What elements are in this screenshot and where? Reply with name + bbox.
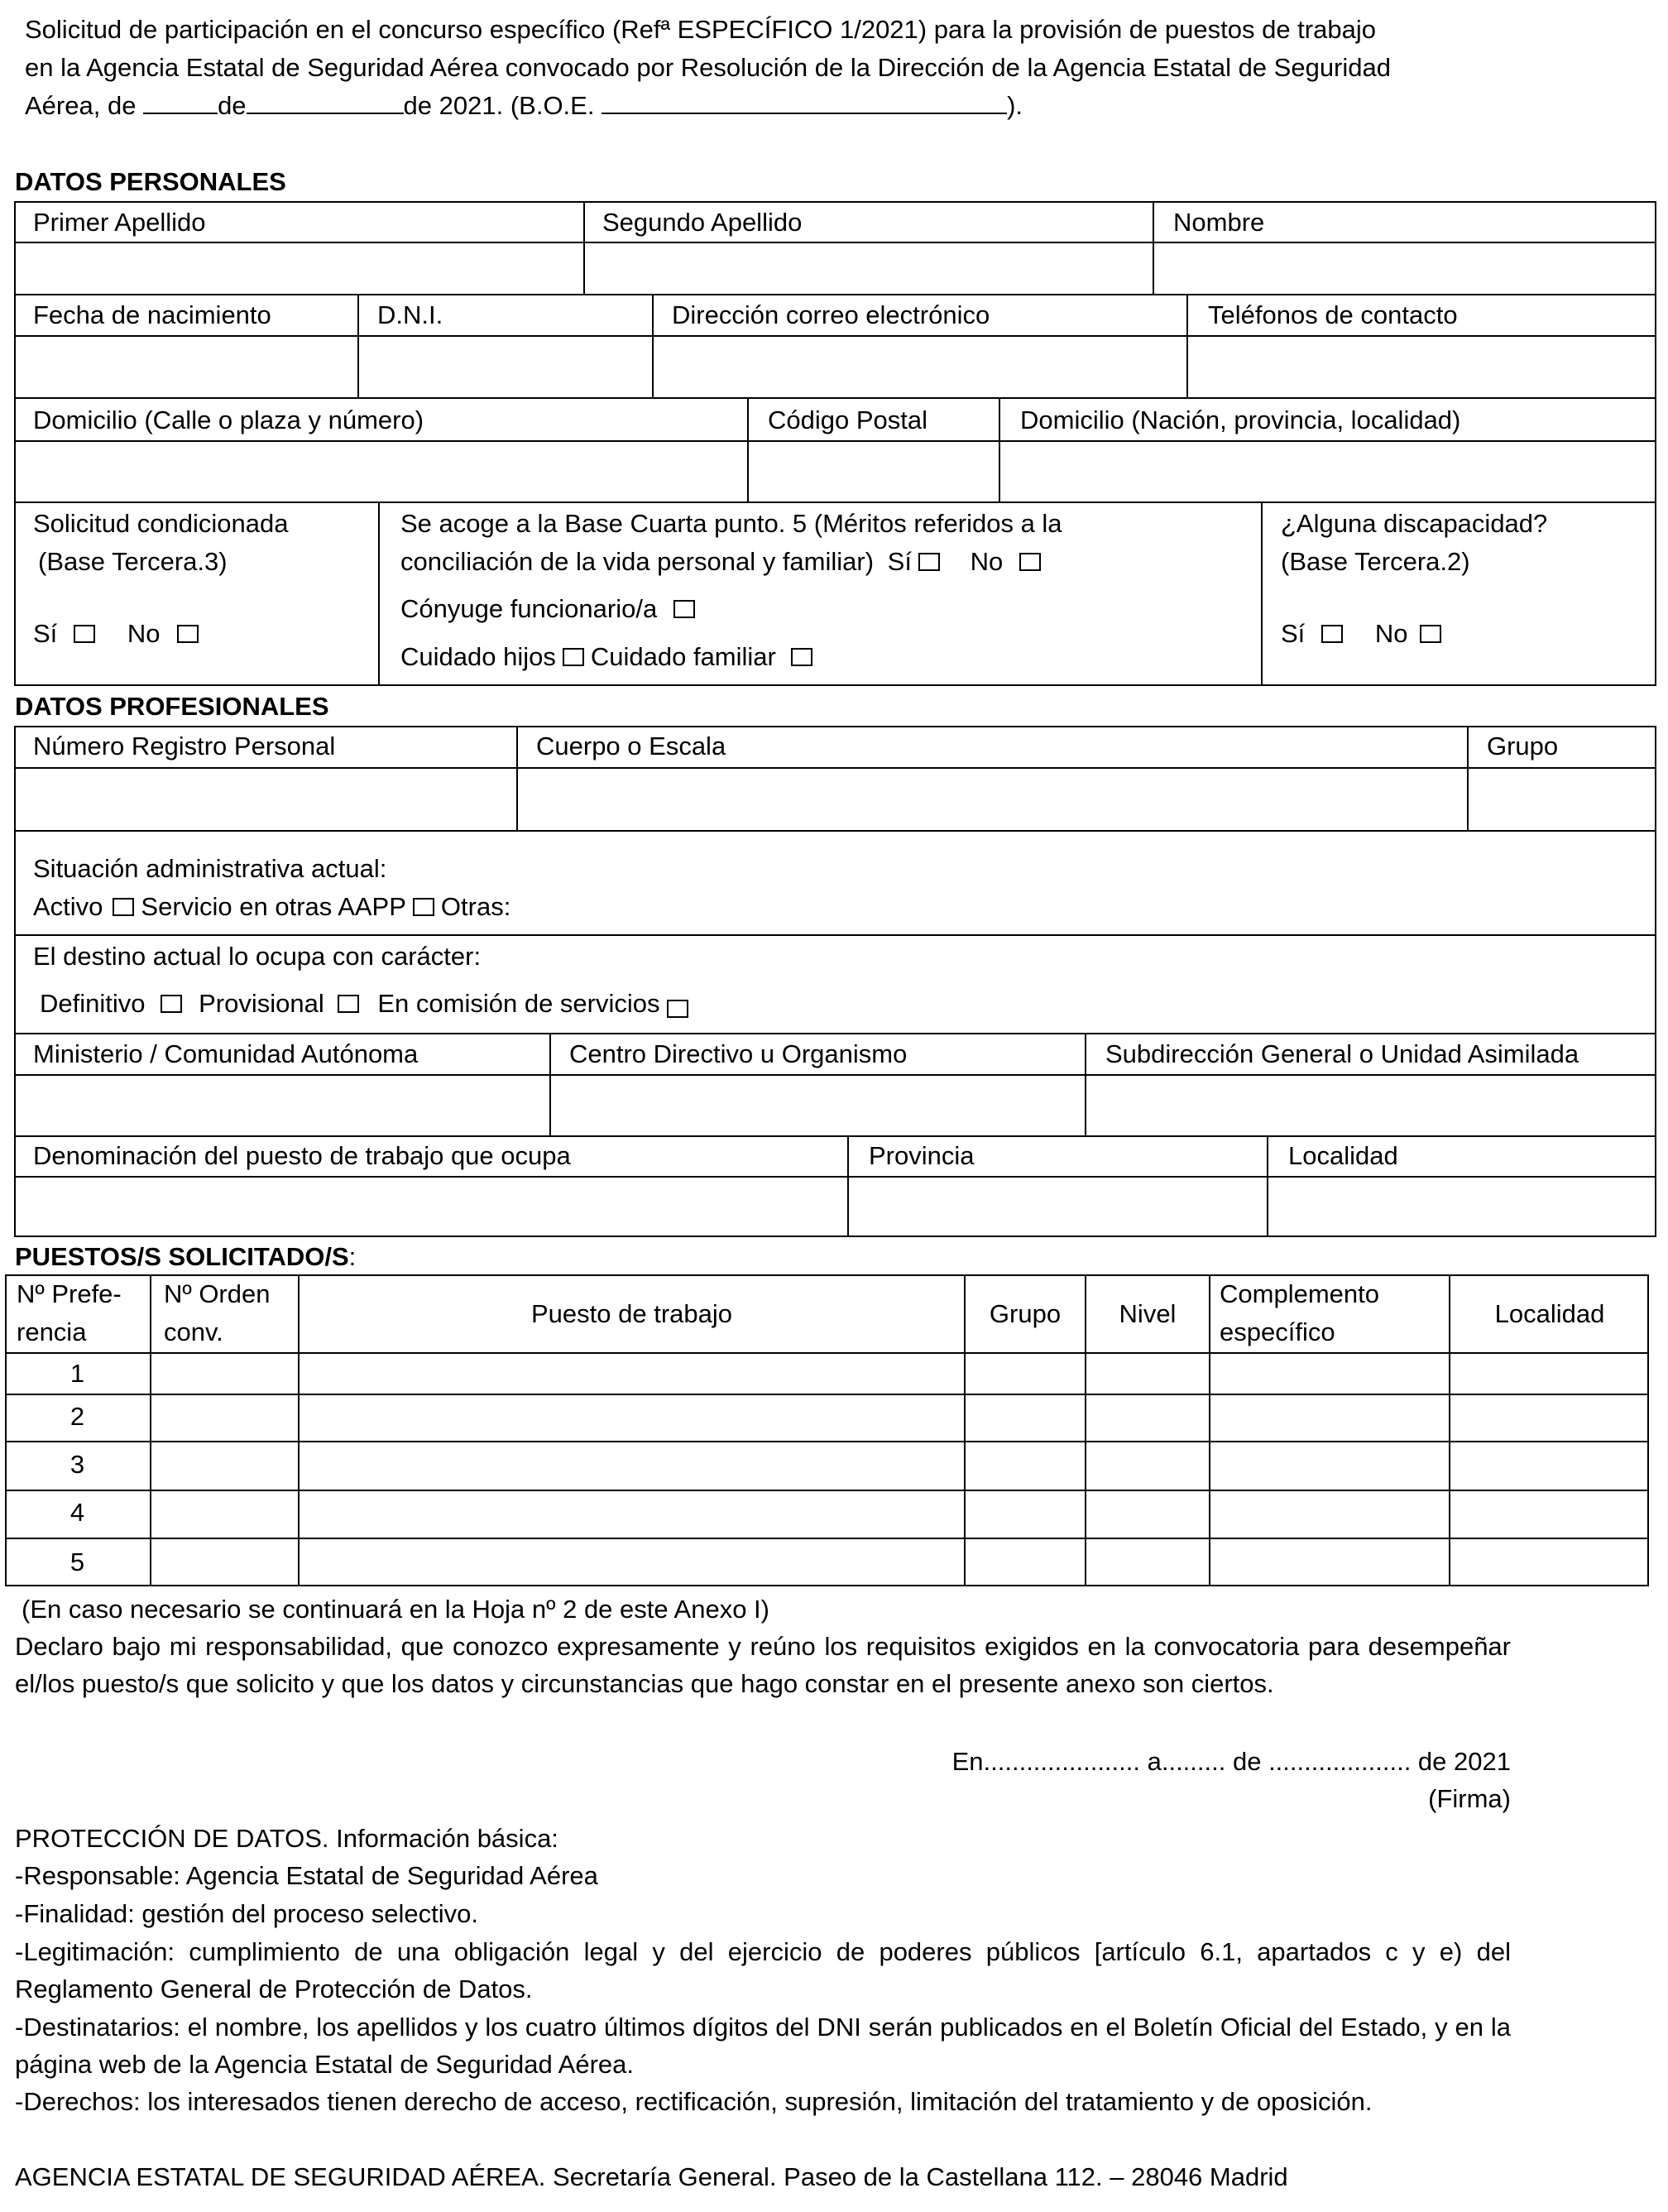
label-primer-apellido: Primer Apellido bbox=[33, 208, 206, 237]
label-segundo-apellido: Segundo Apellido bbox=[602, 208, 803, 237]
fecha-nacimiento-input[interactable] bbox=[16, 337, 357, 397]
label-denominacion: Denominación del puesto de trabajo que ocupa bbox=[33, 1141, 571, 1170]
header-complemento-2: específico bbox=[1220, 1317, 1335, 1346]
agencia-footer: AGENCIA ESTATAL DE SEGURIDAD AÉREA. Secretaría General. Paseo de la Castellana 112. – 28046 Madrid bbox=[15, 2162, 1288, 2191]
label-codigo-postal: Código Postal bbox=[768, 405, 928, 434]
table-row[interactable] bbox=[151, 1442, 1647, 1490]
servicio-aapp-checkbox[interactable] bbox=[413, 898, 434, 916]
proteccion-responsable: -Responsable: Agencia Estatal de Seguridad Aérea bbox=[15, 1861, 598, 1890]
label-base-tercera-3: (Base Tercera.3) bbox=[38, 547, 228, 576]
codigo-postal-input[interactable] bbox=[749, 442, 999, 501]
cuidado-hijos-checkbox[interactable] bbox=[563, 648, 584, 666]
subdireccion-input[interactable] bbox=[1086, 1076, 1655, 1135]
header-text-close: ). bbox=[1007, 91, 1023, 120]
discapacidad-si-checkbox[interactable] bbox=[1321, 625, 1343, 643]
domicilio-nacion-input[interactable] bbox=[1000, 442, 1655, 501]
proteccion-destinatarios: -Destinatarios: el nombre, los apellidos y los cuatro últimos dígitos del DNI serán publicados en el Boletín Oficial del Estado, y en la página web de la Agencia Estatal de Seguridad Aérea. bbox=[15, 2013, 1511, 2079]
nrp-input[interactable] bbox=[16, 769, 516, 830]
day-blank[interactable] bbox=[143, 89, 218, 114]
base-cuarta-line-2 bbox=[400, 544, 1047, 580]
segundo-apellido-input[interactable] bbox=[585, 243, 1153, 294]
label-discapacidad: ¿Alguna discapacidad? bbox=[1281, 509, 1548, 538]
row-number: 4 bbox=[70, 1498, 85, 1527]
header-puesto: Puesto de trabajo bbox=[530, 1299, 732, 1328]
row-number: 1 bbox=[70, 1359, 85, 1388]
proteccion-title: PROTECCIÓN DE DATOS. Información básica: bbox=[15, 1824, 558, 1853]
table-row[interactable] bbox=[151, 1539, 1647, 1585]
label-domicilio-calle: Domicilio (Calle o plaza y número) bbox=[33, 405, 424, 434]
label-cuidado-hijos: Cuidado hijos bbox=[400, 642, 556, 671]
header-pref-1: Nº Prefe- bbox=[17, 1279, 122, 1308]
base-cuarta-si-label: Sí bbox=[887, 547, 912, 576]
conyuge-checkbox[interactable] bbox=[673, 600, 695, 618]
proteccion-legitimacion: -Legitimación: cumplimiento de una obligación legal y del ejercicio de poderes públicos [artículo 6.1, apartados c y e) del Reglamento General de Protección de Datos. bbox=[15, 1937, 1511, 2003]
declaracion: Declaro bajo mi responsabilidad, que conozco expresamente y reúno los requisitos exigidos en la convocatoria para desempeñar el/los puesto/s que solicito y que los datos y circunstancias que hago constar en el presente anexo son ciertos. bbox=[15, 1632, 1511, 1698]
label-provincia: Provincia bbox=[869, 1141, 975, 1170]
label-base-cuarta-2: conciliación de la vida personal y familiar) bbox=[400, 547, 875, 576]
label-definitivo: Definitivo bbox=[40, 989, 146, 1018]
label-centro: Centro Directivo u Organismo bbox=[569, 1039, 908, 1068]
base-cuarta-no-label: No bbox=[970, 547, 1004, 576]
condicionada-options bbox=[33, 616, 205, 652]
header-orden-2: conv. bbox=[164, 1317, 223, 1346]
condicionada-si-label: Sí bbox=[33, 619, 58, 648]
centro-input[interactable] bbox=[551, 1076, 1085, 1135]
provincia-input[interactable] bbox=[849, 1178, 1267, 1236]
domicilio-calle-input[interactable] bbox=[16, 442, 747, 501]
discapacidad-no-label: No bbox=[1374, 619, 1408, 648]
label-comision: En comisión de servicios bbox=[377, 989, 660, 1018]
label-conyuge: Cónyuge funcionario/a bbox=[400, 594, 658, 623]
label-email: Dirección correo electrónico bbox=[672, 300, 990, 329]
label-localidad: Localidad bbox=[1288, 1141, 1398, 1170]
base-cuarta-no-checkbox[interactable] bbox=[1019, 553, 1041, 571]
condicionada-no-checkbox[interactable] bbox=[177, 625, 199, 643]
puestos-title-colon: : bbox=[348, 1242, 357, 1271]
personal-section-title: DATOS PERSONALES bbox=[15, 167, 286, 196]
row-number: 3 bbox=[70, 1450, 85, 1479]
firma-label: (Firma) bbox=[1428, 1784, 1511, 1813]
label-ministerio: Ministerio / Comunidad Autónoma bbox=[33, 1039, 419, 1068]
telefonos-input[interactable] bbox=[1188, 337, 1655, 397]
header-line-1: Solicitud de participación en el concurso específico (Refª ESPECÍFICO 1/2021) para la provisión de puestos de trabajo bbox=[25, 15, 1376, 44]
localidad-input[interactable] bbox=[1268, 1178, 1655, 1236]
cuidado-familiar-checkbox[interactable] bbox=[791, 648, 812, 666]
base-cuarta-si-checkbox[interactable] bbox=[918, 553, 940, 571]
table-row[interactable] bbox=[151, 1354, 1647, 1394]
discapacidad-si-label: Sí bbox=[1281, 619, 1306, 648]
header-pref-2: rencia bbox=[17, 1317, 87, 1346]
discapacidad-options bbox=[1281, 616, 1448, 652]
header-line-3 bbox=[25, 88, 1023, 124]
grupo-input[interactable] bbox=[1469, 769, 1655, 830]
header-grupo: Grupo bbox=[989, 1299, 1062, 1328]
table-row[interactable] bbox=[151, 1395, 1647, 1441]
nombre-input[interactable] bbox=[1154, 243, 1655, 294]
proteccion-derechos: -Derechos: los interesados tienen derecho de acceso, rectificación, supresión, limitación del tratamiento y de oposición. bbox=[15, 2087, 1373, 2116]
puestos-title-text: PUESTOS/S SOLICITADO/S bbox=[15, 1242, 349, 1271]
label-grupo: Grupo bbox=[1487, 732, 1559, 761]
denominacion-input[interactable] bbox=[16, 1178, 847, 1236]
header-nivel: Nivel bbox=[1119, 1299, 1177, 1328]
condicionada-si-checkbox[interactable] bbox=[74, 625, 95, 643]
conyuge-line bbox=[400, 591, 702, 627]
header-localidad: Localidad bbox=[1494, 1299, 1605, 1328]
label-destino: El destino actual lo ocupa con carácter: bbox=[33, 942, 482, 971]
label-activo: Activo bbox=[33, 892, 103, 921]
dni-input[interactable] bbox=[359, 337, 652, 397]
table-row[interactable] bbox=[151, 1491, 1647, 1538]
label-nombre: Nombre bbox=[1173, 208, 1265, 237]
label-provisional: Provisional bbox=[199, 989, 324, 1018]
situacion-options bbox=[33, 889, 510, 925]
continuacion-note: (En caso necesario se continuará en la Hoja nº 2 de este Anexo I) bbox=[22, 1595, 769, 1624]
label-otras: Otras: bbox=[440, 892, 511, 921]
discapacidad-no-checkbox[interactable] bbox=[1420, 625, 1441, 643]
label-servicio-aapp: Servicio en otras AAPP bbox=[141, 892, 406, 921]
cuidado-line bbox=[400, 639, 819, 675]
destino-options bbox=[40, 986, 695, 1022]
definitivo-checkbox[interactable] bbox=[161, 995, 182, 1013]
header-line-2: en la Agencia Estatal de Seguridad Aérea convocado por Resolución de la Dirección de la Agencia Estatal de Seguridad bbox=[25, 53, 1391, 82]
comision-checkbox[interactable] bbox=[667, 1000, 688, 1018]
boe-blank[interactable] bbox=[602, 89, 1007, 114]
header-text-aerea: Aérea, de bbox=[25, 91, 137, 120]
header-text-year: de 2021. (B.O.E. bbox=[403, 91, 595, 120]
lugar-fecha: En...................... a......... de .................... de 2021 bbox=[951, 1747, 1511, 1776]
row-number: 2 bbox=[70, 1402, 85, 1431]
label-base-cuarta-1: Se acoge a la Base Cuarta punto. 5 (Méritos referidos a la bbox=[400, 509, 1062, 538]
puestos-section-title bbox=[15, 1239, 356, 1275]
activo-checkbox[interactable] bbox=[113, 898, 134, 916]
label-nrp: Número Registro Personal bbox=[33, 732, 336, 761]
label-domicilio-nacion: Domicilio (Nación, provincia, localidad) bbox=[1020, 405, 1461, 434]
provisional-checkbox[interactable] bbox=[338, 995, 359, 1013]
proteccion-finalidad: -Finalidad: gestión del proceso selectivo. bbox=[15, 1899, 479, 1928]
ministerio-input[interactable] bbox=[16, 1076, 549, 1135]
header-text-de: de bbox=[218, 91, 247, 120]
label-solicitud-condicionada: Solicitud condicionada bbox=[33, 509, 289, 538]
label-situacion: Situación administrativa actual: bbox=[33, 854, 387, 883]
header-orden-1: Nº Orden bbox=[164, 1279, 271, 1308]
row-number: 5 bbox=[70, 1547, 85, 1576]
profesional-section-title: DATOS PROFESIONALES bbox=[15, 692, 329, 721]
label-fecha-nacimiento: Fecha de nacimiento bbox=[33, 300, 271, 329]
label-dni: D.N.I. bbox=[377, 300, 443, 329]
condicionada-no-label: No bbox=[127, 619, 161, 648]
label-cuerpo: Cuerpo o Escala bbox=[536, 732, 726, 761]
label-telefonos: Teléfonos de contacto bbox=[1208, 300, 1458, 329]
primer-apellido-input[interactable] bbox=[16, 243, 583, 294]
label-base-tercera-2: (Base Tercera.2) bbox=[1281, 547, 1470, 576]
label-cuidado-familiar: Cuidado familiar bbox=[590, 642, 776, 671]
cuerpo-input[interactable] bbox=[518, 769, 1467, 830]
header-complemento-1: Complemento bbox=[1220, 1279, 1379, 1308]
label-subdireccion: Subdirección General o Unidad Asimilada bbox=[1105, 1039, 1579, 1068]
email-input[interactable] bbox=[654, 337, 1186, 397]
month-blank[interactable] bbox=[247, 89, 404, 114]
